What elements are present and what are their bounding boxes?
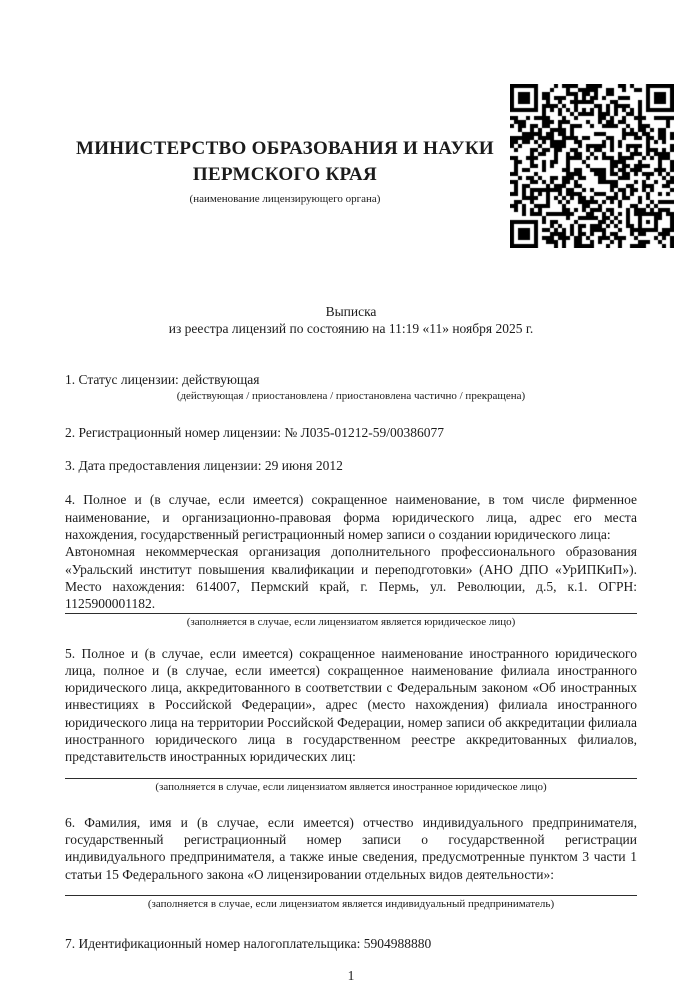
item-5-foreign-entity-label: 5. Полное и (в случае, если имеется) сокращенное наименование иностранного юридического лица, полное и (в случае, если имеется) сокращенное наименование филиала иностранного юридического лица, аккредитованного в соответствии с Федеральным законом «Об иностранных инвестициях в Российской Федерации», адрес (место нахождения) филиала иностранного юридического лица на территории Российской Федерации, номер записи об аккредитации филиала иностранного юридического лица в государственном реестре аккредитованных филиалов, представительств иностранных юридических лиц:: [65, 645, 637, 765]
item-6-caption: (заполняется в случае, если лицензиатом является индивидуальный предприниматель): [147, 897, 555, 910]
document-title-line1: Выписка: [325, 304, 377, 319]
ministry-caption: (наименование лицензирующего органа): [189, 193, 381, 205]
item-4-legal-entity-value: Автономная некоммерческая организация дополнительного профессионального образования «Уральский институт повышения квалификации и переподготовки» (АНО ДПО «УрИПКиП»). Место нахождения: 614007, Пермский край, г. Пермь, ул. Революции, д.5, к.1. ОГРН: 1125900001182.: [65, 544, 637, 612]
item-2-registration-number: 2. Регистрационный номер лицензии: № Л035-01212-59/00386077: [65, 424, 445, 440]
item-6-entrepreneur-label: 6. Фамилия, имя и (в случае, если имеется) отчество индивидуального предпринимателя, государственный регистрационный номер записи о государственной регистрации индивидуального предпринимателя, а также иные сведения, предусмотренные пунктом 3 части 1 статьи 15 Федерального закона «О лицензировании отдельных видов деятельности»:: [65, 814, 637, 882]
document-title-line2: из реестра лицензий по состоянию на 11:19 «11» ноября 2025 г.: [168, 321, 534, 337]
item-4-caption: (заполняется в случае, если лицензиатом является юридическое лицо): [186, 615, 516, 628]
page-number: 1: [347, 968, 355, 984]
item-5-caption: (заполняется в случае, если лицензиатом является иностранное юридическое лицо): [155, 780, 547, 793]
item-4-fill-line: [65, 613, 637, 614]
item-7-taxpayer-number: 7. Идентификационный номер налогоплательщика: 5904988880: [65, 935, 432, 951]
document-title: [65, 303, 637, 338]
item-1-caption: (действующая / приостановлена / приостановлена частично / прекращена): [176, 389, 526, 402]
licensing-authority-header: [65, 136, 505, 206]
qr-code: [510, 84, 674, 248]
item-6-fill-line: [65, 895, 637, 896]
item-4-legal-entity-label: 4. Полное и (в случае, если имеется) сокращенное наименование, в том числе фирменное наименование, и организационно-правовая форма юридического лица, адрес его места нахождения, государственный регистрационный номер записи о создании юридического лица:: [65, 492, 637, 543]
item-3-grant-date: 3. Дата предоставления лицензии: 29 июня 2012: [65, 458, 343, 474]
ministry-name-line2: ПЕРМСКОГО КРАЯ: [192, 164, 378, 185]
item-1-license-status: 1. Статус лицензии: действующая: [65, 371, 260, 387]
ministry-name-line1: МИНИСТЕРСТВО ОБРАЗОВАНИЯ И НАУКИ: [75, 138, 495, 159]
item-5-fill-line: [65, 778, 637, 779]
